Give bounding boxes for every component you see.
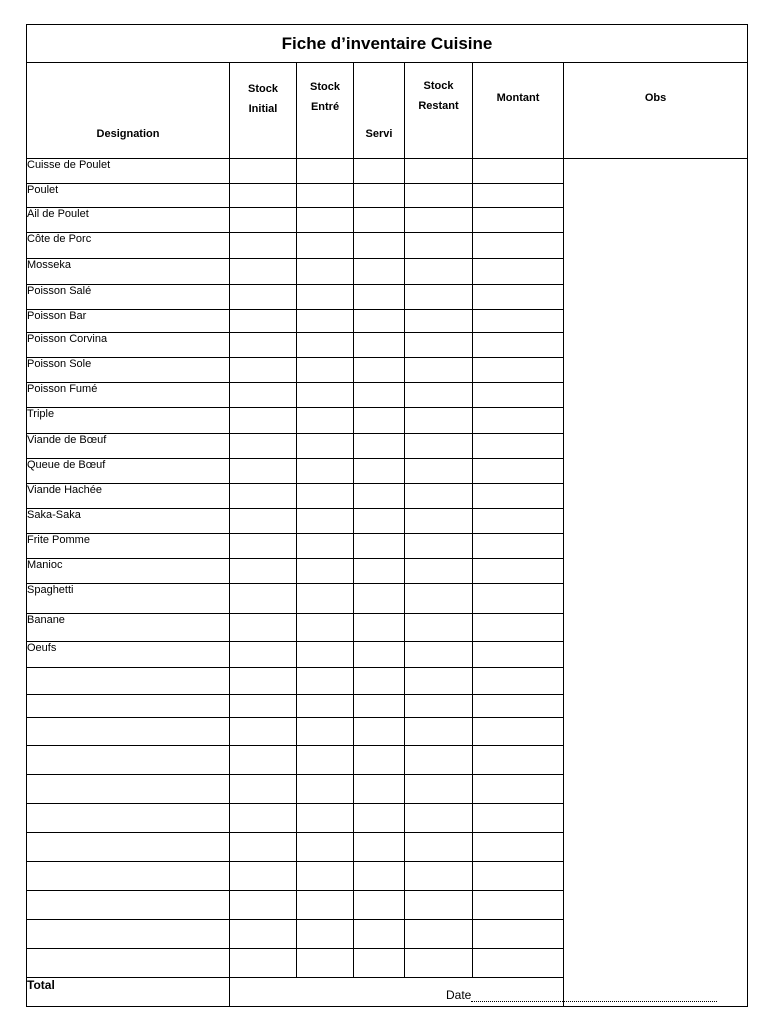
- stock-entre-cell[interactable]: [297, 310, 354, 333]
- montant-cell[interactable]: [473, 584, 564, 614]
- stock-initial-cell[interactable]: [230, 862, 297, 891]
- stock-initial-cell[interactable]: [230, 459, 297, 484]
- servi-cell[interactable]: [354, 310, 405, 333]
- stock-entre-cell[interactable]: [297, 891, 354, 920]
- stock-restant-cell[interactable]: [405, 949, 473, 978]
- stock-entre-cell[interactable]: [297, 775, 354, 804]
- stock-initial-cell[interactable]: [230, 891, 297, 920]
- montant-cell[interactable]: [473, 285, 564, 310]
- servi-cell[interactable]: [354, 259, 405, 285]
- sheet-title: Fiche d’inventaire Cuisine: [27, 25, 748, 63]
- montant-cell[interactable]: [473, 642, 564, 668]
- servi-cell[interactable]: [354, 891, 405, 920]
- stock-entre-cell[interactable]: [297, 642, 354, 668]
- servi-cell[interactable]: [354, 804, 405, 833]
- servi-cell[interactable]: [354, 285, 405, 310]
- stock-entre-cell[interactable]: [297, 358, 354, 383]
- montant-cell[interactable]: [473, 920, 564, 949]
- inventory-sheet-table: [26, 24, 748, 1007]
- stock-initial-cell[interactable]: [230, 208, 297, 233]
- montant-cell[interactable]: [473, 559, 564, 584]
- stock-initial-cell[interactable]: [230, 383, 297, 408]
- montant-cell[interactable]: [473, 233, 564, 259]
- stock-restant-cell[interactable]: [405, 358, 473, 383]
- servi-cell[interactable]: [354, 383, 405, 408]
- servi-cell[interactable]: [354, 459, 405, 484]
- stock-entre-cell[interactable]: [297, 614, 354, 642]
- item-designation[interactable]: Poisson Corvina: [27, 333, 230, 358]
- stock-entre-cell[interactable]: [297, 668, 354, 695]
- montant-cell[interactable]: [473, 358, 564, 383]
- stock-entre-cell[interactable]: [297, 434, 354, 459]
- stock-entre-cell[interactable]: [297, 184, 354, 208]
- servi-cell[interactable]: [354, 920, 405, 949]
- header-stock-entre: [297, 63, 354, 159]
- stock-entre-cell[interactable]: [297, 718, 354, 746]
- stock-restant-cell[interactable]: [405, 718, 473, 746]
- stock-initial-cell[interactable]: [230, 434, 297, 459]
- date-dotted-line: [471, 991, 717, 1002]
- header-stock-initial: [230, 63, 297, 159]
- stock-initial-cell[interactable]: [230, 559, 297, 584]
- servi-cell[interactable]: [354, 695, 405, 718]
- item-designation[interactable]: [27, 668, 230, 695]
- stock-restant-cell[interactable]: [405, 159, 473, 184]
- item-designation[interactable]: Triple: [27, 408, 230, 434]
- servi-cell[interactable]: [354, 833, 405, 862]
- item-designation[interactable]: Poisson Bar: [27, 310, 230, 333]
- stock-initial-cell[interactable]: [230, 746, 297, 775]
- servi-cell[interactable]: [354, 614, 405, 642]
- servi-cell[interactable]: [354, 208, 405, 233]
- stock-entre-cell[interactable]: [297, 383, 354, 408]
- item-designation[interactable]: [27, 775, 230, 804]
- stock-entre-cell[interactable]: [297, 862, 354, 891]
- montant-cell[interactable]: [473, 695, 564, 718]
- header-stock-restant-line2: Restant: [418, 100, 459, 112]
- total-label: Total: [27, 978, 230, 1007]
- item-designation[interactable]: Cuisse de Poulet: [27, 159, 230, 184]
- servi-cell[interactable]: [354, 746, 405, 775]
- item-designation[interactable]: [27, 920, 230, 949]
- stock-entre-cell[interactable]: [297, 695, 354, 718]
- stock-restant-cell[interactable]: [405, 642, 473, 668]
- stock-restant-cell[interactable]: [405, 459, 473, 484]
- stock-restant-cell[interactable]: [405, 434, 473, 459]
- stock-entre-cell[interactable]: [297, 559, 354, 584]
- item-designation[interactable]: Oeufs: [27, 642, 230, 668]
- montant-cell[interactable]: [473, 718, 564, 746]
- item-designation[interactable]: Poisson Salé: [27, 285, 230, 310]
- obs-cell[interactable]: [564, 159, 748, 1007]
- stock-restant-cell[interactable]: [405, 509, 473, 534]
- servi-cell[interactable]: [354, 408, 405, 434]
- montant-cell[interactable]: [473, 804, 564, 833]
- item-designation[interactable]: Queue de Bœuf: [27, 459, 230, 484]
- montant-cell[interactable]: [473, 833, 564, 862]
- stock-entre-cell[interactable]: [297, 208, 354, 233]
- stock-restant-cell[interactable]: [405, 408, 473, 434]
- servi-cell[interactable]: [354, 358, 405, 383]
- stock-restant-cell[interactable]: [405, 891, 473, 920]
- stock-entre-cell[interactable]: [297, 920, 354, 949]
- item-designation[interactable]: Viande Hachée: [27, 484, 230, 509]
- montant-cell[interactable]: [473, 333, 564, 358]
- stock-initial-cell[interactable]: [230, 833, 297, 862]
- item-designation[interactable]: Poulet: [27, 184, 230, 208]
- stock-entre-cell[interactable]: [297, 584, 354, 614]
- stock-restant-cell[interactable]: [405, 534, 473, 559]
- stock-entre-cell[interactable]: [297, 408, 354, 434]
- stock-initial-cell[interactable]: [230, 310, 297, 333]
- stock-restant-cell[interactable]: [405, 310, 473, 333]
- servi-cell[interactable]: [354, 718, 405, 746]
- stock-restant-cell[interactable]: [405, 584, 473, 614]
- montant-cell[interactable]: [473, 746, 564, 775]
- item-designation[interactable]: [27, 695, 230, 718]
- stock-restant-cell[interactable]: [405, 559, 473, 584]
- stock-initial-cell[interactable]: [230, 695, 297, 718]
- item-designation[interactable]: [27, 804, 230, 833]
- servi-cell[interactable]: [354, 233, 405, 259]
- montant-cell[interactable]: [473, 668, 564, 695]
- stock-initial-cell[interactable]: [230, 718, 297, 746]
- stock-entre-cell[interactable]: [297, 259, 354, 285]
- stock-initial-cell[interactable]: [230, 333, 297, 358]
- stock-entre-cell[interactable]: [297, 459, 354, 484]
- stock-initial-cell[interactable]: [230, 259, 297, 285]
- servi-cell[interactable]: [354, 434, 405, 459]
- item-designation[interactable]: Spaghetti: [27, 584, 230, 614]
- stock-initial-cell[interactable]: [230, 484, 297, 509]
- item-designation[interactable]: Mosseka: [27, 259, 230, 285]
- stock-restant-cell[interactable]: [405, 285, 473, 310]
- item-designation[interactable]: Frite Pomme: [27, 534, 230, 559]
- stock-restant-cell[interactable]: [405, 746, 473, 775]
- montant-cell[interactable]: [473, 310, 564, 333]
- stock-restant-cell[interactable]: [405, 920, 473, 949]
- stock-entre-cell[interactable]: [297, 804, 354, 833]
- item-designation[interactable]: [27, 833, 230, 862]
- stock-entre-cell[interactable]: [297, 833, 354, 862]
- stock-restant-cell[interactable]: [405, 668, 473, 695]
- montant-cell[interactable]: [473, 259, 564, 285]
- stock-initial-cell[interactable]: [230, 509, 297, 534]
- stock-entre-cell[interactable]: [297, 949, 354, 978]
- stock-initial-cell[interactable]: [230, 285, 297, 310]
- servi-cell[interactable]: [354, 668, 405, 695]
- stock-initial-cell[interactable]: [230, 642, 297, 668]
- montant-cell[interactable]: [473, 159, 564, 184]
- stock-restant-cell[interactable]: [405, 695, 473, 718]
- montant-cell[interactable]: [473, 408, 564, 434]
- stock-restant-cell[interactable]: [405, 862, 473, 891]
- item-designation[interactable]: [27, 949, 230, 978]
- table-row: [27, 159, 748, 184]
- montant-cell[interactable]: [473, 891, 564, 920]
- servi-cell[interactable]: [354, 584, 405, 614]
- stock-restant-cell[interactable]: [405, 259, 473, 285]
- header-stock-initial-line1: Stock: [248, 83, 278, 95]
- item-designation[interactable]: [27, 718, 230, 746]
- stock-initial-cell[interactable]: [230, 233, 297, 259]
- item-designation[interactable]: Saka-Saka: [27, 509, 230, 534]
- stock-entre-cell[interactable]: [297, 484, 354, 509]
- servi-cell[interactable]: [354, 159, 405, 184]
- item-designation[interactable]: Côte de Porc: [27, 233, 230, 259]
- montant-cell[interactable]: [473, 184, 564, 208]
- stock-initial-cell[interactable]: [230, 534, 297, 559]
- servi-cell[interactable]: [354, 184, 405, 208]
- header-stock-entre-line1: Stock: [310, 81, 340, 93]
- servi-cell[interactable]: [354, 949, 405, 978]
- montant-cell[interactable]: [473, 862, 564, 891]
- stock-initial-cell[interactable]: [230, 614, 297, 642]
- stock-restant-cell[interactable]: [405, 833, 473, 862]
- stock-restant-cell[interactable]: [405, 233, 473, 259]
- stock-restant-cell[interactable]: [405, 804, 473, 833]
- item-designation[interactable]: [27, 746, 230, 775]
- montant-cell[interactable]: [473, 484, 564, 509]
- item-designation[interactable]: [27, 862, 230, 891]
- stock-restant-cell[interactable]: [405, 775, 473, 804]
- stock-initial-cell[interactable]: [230, 584, 297, 614]
- stock-initial-cell[interactable]: [230, 920, 297, 949]
- header-servi: Servi: [354, 63, 405, 159]
- item-designation[interactable]: Manioc: [27, 559, 230, 584]
- stock-initial-cell[interactable]: [230, 804, 297, 833]
- montant-cell[interactable]: [473, 509, 564, 534]
- stock-restant-cell[interactable]: [405, 614, 473, 642]
- date-label: Date: [446, 988, 472, 1002]
- servi-cell[interactable]: [354, 642, 405, 668]
- montant-cell[interactable]: [473, 614, 564, 642]
- montant-cell[interactable]: [473, 383, 564, 408]
- servi-cell[interactable]: [354, 484, 405, 509]
- montant-cell[interactable]: [473, 534, 564, 559]
- header-stock-initial-line2: Initial: [248, 103, 278, 115]
- montant-cell[interactable]: [473, 459, 564, 484]
- stock-initial-cell[interactable]: [230, 358, 297, 383]
- montant-cell[interactable]: [473, 208, 564, 233]
- servi-cell[interactable]: [354, 534, 405, 559]
- stock-initial-cell[interactable]: [230, 668, 297, 695]
- servi-cell[interactable]: [354, 509, 405, 534]
- servi-cell[interactable]: [354, 775, 405, 804]
- stock-restant-cell[interactable]: [405, 184, 473, 208]
- header-designation: Designation: [27, 63, 230, 159]
- item-designation[interactable]: Poisson Fumé: [27, 383, 230, 408]
- stock-entre-cell[interactable]: [297, 509, 354, 534]
- servi-cell[interactable]: [354, 559, 405, 584]
- header-obs: Obs: [564, 63, 748, 159]
- header-stock-restant-line1: Stock: [423, 80, 454, 92]
- servi-cell[interactable]: [354, 862, 405, 891]
- date-field[interactable]: [446, 988, 717, 1002]
- header-montant: Montant: [473, 63, 564, 159]
- item-designation[interactable]: Ail de Poulet: [27, 208, 230, 233]
- stock-initial-cell[interactable]: [230, 184, 297, 208]
- header-stock-restant: [405, 63, 473, 159]
- stock-entre-cell[interactable]: [297, 333, 354, 358]
- stock-entre-cell[interactable]: [297, 159, 354, 184]
- item-designation[interactable]: Banane: [27, 614, 230, 642]
- header-row: [27, 63, 748, 159]
- montant-cell[interactable]: [473, 434, 564, 459]
- stock-restant-cell[interactable]: [405, 208, 473, 233]
- stock-restant-cell[interactable]: [405, 383, 473, 408]
- servi-cell[interactable]: [354, 333, 405, 358]
- stock-initial-cell[interactable]: [230, 159, 297, 184]
- header-stock-entre-line2: Entré: [310, 101, 340, 113]
- stock-restant-cell[interactable]: [405, 333, 473, 358]
- montant-cell[interactable]: [473, 775, 564, 804]
- montant-cell[interactable]: [473, 949, 564, 978]
- stock-entre-cell[interactable]: [297, 534, 354, 559]
- item-designation[interactable]: Viande de Bœuf: [27, 434, 230, 459]
- stock-entre-cell[interactable]: [297, 285, 354, 310]
- stock-initial-cell[interactable]: [230, 775, 297, 804]
- stock-entre-cell[interactable]: [297, 746, 354, 775]
- stock-entre-cell[interactable]: [297, 233, 354, 259]
- stock-initial-cell[interactable]: [230, 949, 297, 978]
- item-designation[interactable]: Poisson Sole: [27, 358, 230, 383]
- stock-initial-cell[interactable]: [230, 408, 297, 434]
- item-designation[interactable]: [27, 891, 230, 920]
- stock-restant-cell[interactable]: [405, 484, 473, 509]
